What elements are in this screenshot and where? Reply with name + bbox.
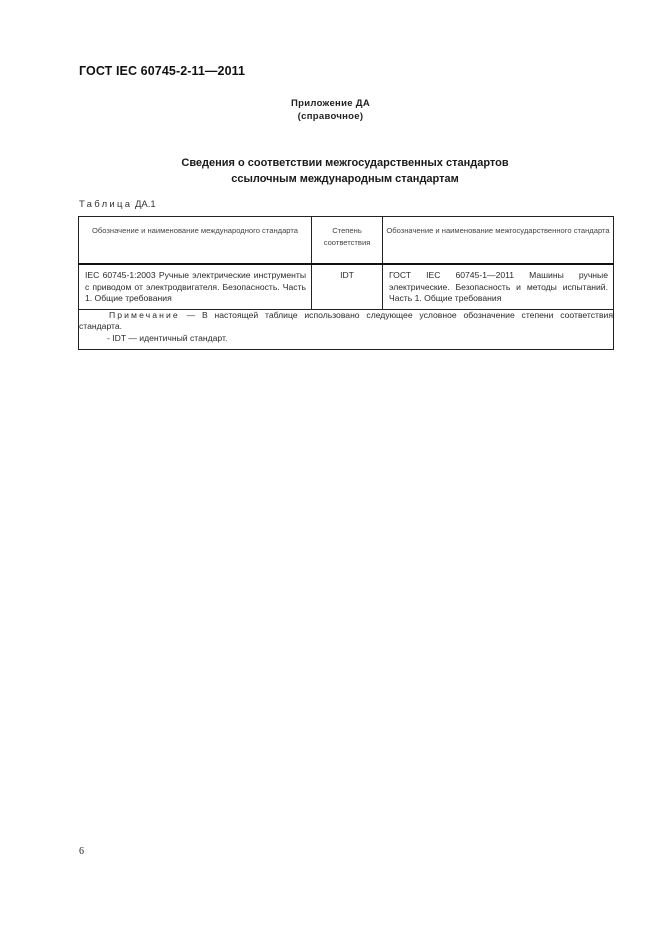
- cell-interstate-standard: [383, 264, 614, 309]
- note-text: [79, 310, 613, 333]
- table-caption-prefix: Таблица: [79, 199, 133, 210]
- table-caption: [79, 199, 156, 210]
- header-international-standard: Обозначение и наименование международного стандарта: [79, 217, 312, 265]
- annex-heading: [0, 97, 661, 123]
- international-standard-text: IEC 60745-1:2003 Ручные электрические инструменты с приводом от электродвигателя. Безопасность. Часть 1. Общие требования: [85, 270, 306, 303]
- section-title-line1: Сведения о соответствии межгосударственных стандартов: [181, 157, 509, 169]
- note-body: — В настоящей таблице использовано следующее условное обозначение степени соответствия стандарта.: [79, 309, 613, 331]
- annex-title: Приложение ДА: [291, 98, 370, 109]
- note-item: - IDT — идентичный стандарт.: [107, 332, 228, 343]
- note-prefix: Примечание: [109, 309, 180, 320]
- cell-international-standard: [79, 264, 312, 309]
- section-title: [0, 155, 661, 187]
- table-note-row: [79, 309, 614, 349]
- cell-degree: [312, 264, 383, 309]
- header-degree: Степень соответствия: [312, 217, 383, 265]
- interstate-standard-text: ГОСТ IEC 60745-1—2011 Машины ручные электрические. Безопасность и методы испытаний. Часть 1. Общие требования: [389, 270, 608, 303]
- table-header-row: [79, 217, 614, 265]
- correspondence-table: [78, 216, 614, 350]
- table-caption-id: ДА.1: [135, 199, 156, 210]
- page-number: 6: [79, 846, 84, 857]
- header-interstate-standard: Обозначение и наименование межгосударственного стандарта: [383, 217, 614, 265]
- document-header: ГОСТ IEC 60745-2-11—2011: [79, 64, 246, 78]
- section-title-line2: ссылочным международным стандартам: [231, 173, 459, 185]
- annex-subtitle: (справочное): [297, 111, 364, 122]
- table-note: [79, 309, 614, 349]
- degree-text: IDT: [340, 270, 354, 280]
- table-row: [79, 264, 614, 309]
